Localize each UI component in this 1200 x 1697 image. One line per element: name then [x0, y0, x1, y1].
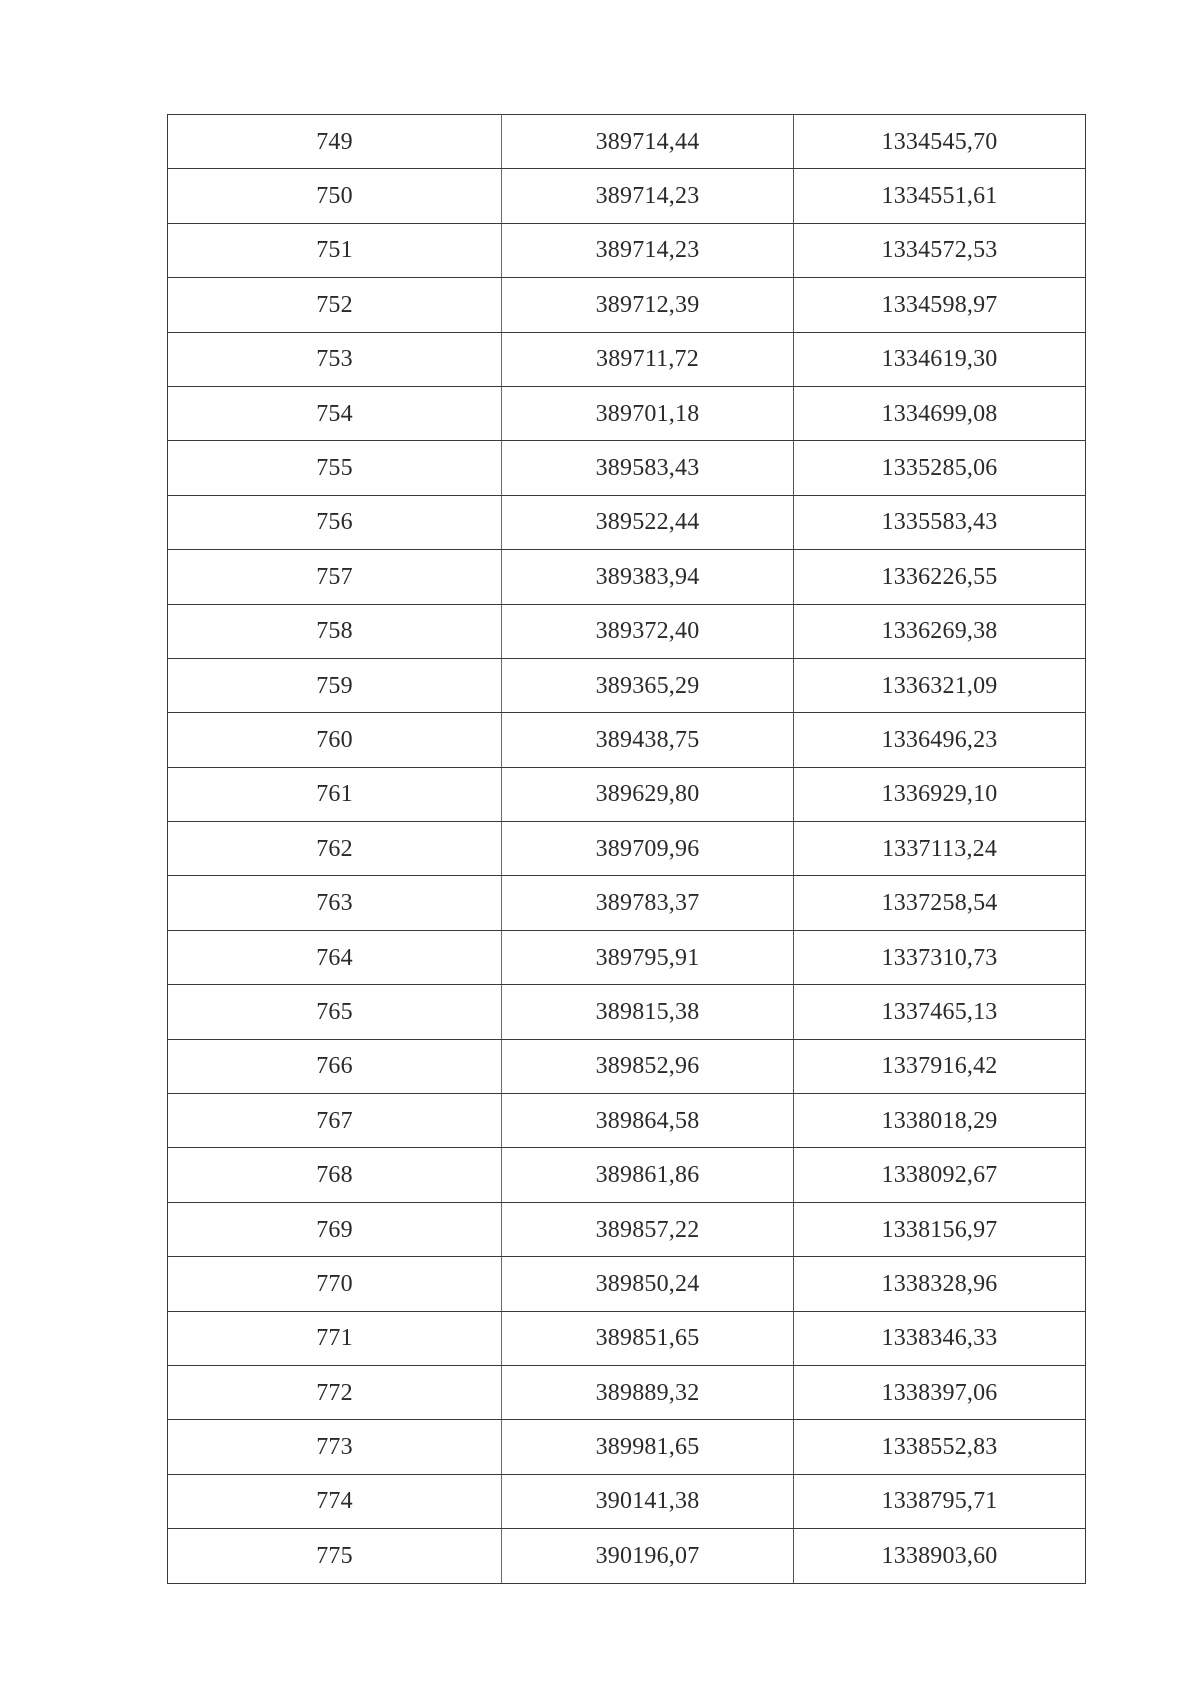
point-number-cell: 774 — [168, 1474, 502, 1528]
y-coordinate-cell: 1336929,10 — [794, 767, 1086, 821]
table-row — [168, 1039, 1086, 1093]
point-number-cell: 752 — [168, 278, 502, 332]
y-coordinate-cell: 1334619,30 — [794, 332, 1086, 386]
point-number-cell: 767 — [168, 1094, 502, 1148]
x-coordinate-cell: 389851,65 — [502, 1311, 794, 1365]
point-number-cell: 765 — [168, 985, 502, 1039]
point-number-cell: 764 — [168, 930, 502, 984]
table-row — [168, 930, 1086, 984]
table-row — [168, 386, 1086, 440]
point-number-cell: 772 — [168, 1365, 502, 1419]
point-number-cell: 754 — [168, 386, 502, 440]
table-row — [168, 1529, 1086, 1583]
x-coordinate-cell: 389365,29 — [502, 658, 794, 712]
table-row — [168, 550, 1086, 604]
point-number-cell: 758 — [168, 604, 502, 658]
point-number-cell: 753 — [168, 332, 502, 386]
x-coordinate-cell: 389438,75 — [502, 713, 794, 767]
x-coordinate-cell: 389701,18 — [502, 386, 794, 440]
table-row — [168, 278, 1086, 332]
table-row — [168, 1257, 1086, 1311]
table-row — [168, 169, 1086, 223]
y-coordinate-cell: 1334699,08 — [794, 386, 1086, 440]
table-row — [168, 1148, 1086, 1202]
y-coordinate-cell: 1336496,23 — [794, 713, 1086, 767]
y-coordinate-cell: 1334598,97 — [794, 278, 1086, 332]
y-coordinate-cell: 1334551,61 — [794, 169, 1086, 223]
table-row — [168, 1202, 1086, 1256]
table-row — [168, 822, 1086, 876]
point-number-cell: 757 — [168, 550, 502, 604]
table-row — [168, 876, 1086, 930]
point-number-cell: 761 — [168, 767, 502, 821]
y-coordinate-cell: 1337465,13 — [794, 985, 1086, 1039]
y-coordinate-cell: 1338397,06 — [794, 1365, 1086, 1419]
x-coordinate-cell: 389850,24 — [502, 1257, 794, 1311]
point-number-cell: 750 — [168, 169, 502, 223]
y-coordinate-cell: 1334572,53 — [794, 223, 1086, 277]
x-coordinate-cell: 389889,32 — [502, 1365, 794, 1419]
x-coordinate-cell: 389522,44 — [502, 495, 794, 549]
x-coordinate-cell: 389864,58 — [502, 1094, 794, 1148]
y-coordinate-cell: 1338018,29 — [794, 1094, 1086, 1148]
table-row — [168, 1094, 1086, 1148]
x-coordinate-cell: 389714,23 — [502, 223, 794, 277]
table-row — [168, 1365, 1086, 1419]
point-number-cell: 759 — [168, 658, 502, 712]
point-number-cell: 756 — [168, 495, 502, 549]
y-coordinate-cell: 1338092,67 — [794, 1148, 1086, 1202]
y-coordinate-cell: 1337258,54 — [794, 876, 1086, 930]
y-coordinate-cell: 1338552,83 — [794, 1420, 1086, 1474]
y-coordinate-cell: 1338795,71 — [794, 1474, 1086, 1528]
x-coordinate-cell: 389714,23 — [502, 169, 794, 223]
x-coordinate-cell: 389714,44 — [502, 115, 794, 169]
table-row — [168, 1474, 1086, 1528]
x-coordinate-cell: 390141,38 — [502, 1474, 794, 1528]
y-coordinate-cell: 1334545,70 — [794, 115, 1086, 169]
y-coordinate-cell: 1338346,33 — [794, 1311, 1086, 1365]
y-coordinate-cell: 1337916,42 — [794, 1039, 1086, 1093]
x-coordinate-cell: 389861,86 — [502, 1148, 794, 1202]
point-number-cell: 751 — [168, 223, 502, 277]
point-number-cell: 769 — [168, 1202, 502, 1256]
point-number-cell: 762 — [168, 822, 502, 876]
table-row — [168, 713, 1086, 767]
point-number-cell: 760 — [168, 713, 502, 767]
x-coordinate-cell: 389372,40 — [502, 604, 794, 658]
y-coordinate-cell: 1338903,60 — [794, 1529, 1086, 1583]
table-row — [168, 495, 1086, 549]
x-coordinate-cell: 389783,37 — [502, 876, 794, 930]
point-number-cell: 749 — [168, 115, 502, 169]
x-coordinate-cell: 389981,65 — [502, 1420, 794, 1474]
coordinates-table-body — [168, 115, 1086, 1584]
table-row — [168, 985, 1086, 1039]
point-number-cell: 768 — [168, 1148, 502, 1202]
x-coordinate-cell: 389583,43 — [502, 441, 794, 495]
point-number-cell: 771 — [168, 1311, 502, 1365]
y-coordinate-cell: 1335583,43 — [794, 495, 1086, 549]
x-coordinate-cell: 389629,80 — [502, 767, 794, 821]
x-coordinate-cell: 389711,72 — [502, 332, 794, 386]
point-number-cell: 763 — [168, 876, 502, 930]
x-coordinate-cell: 389815,38 — [502, 985, 794, 1039]
coordinates-table — [167, 114, 1086, 1584]
x-coordinate-cell: 390196,07 — [502, 1529, 794, 1583]
point-number-cell: 755 — [168, 441, 502, 495]
y-coordinate-cell: 1338156,97 — [794, 1202, 1086, 1256]
table-row — [168, 223, 1086, 277]
x-coordinate-cell: 389857,22 — [502, 1202, 794, 1256]
table-row — [168, 658, 1086, 712]
point-number-cell: 766 — [168, 1039, 502, 1093]
table-row — [168, 604, 1086, 658]
y-coordinate-cell: 1336321,09 — [794, 658, 1086, 712]
x-coordinate-cell: 389709,96 — [502, 822, 794, 876]
table-row — [168, 1420, 1086, 1474]
point-number-cell: 770 — [168, 1257, 502, 1311]
table-row — [168, 767, 1086, 821]
y-coordinate-cell: 1336226,55 — [794, 550, 1086, 604]
y-coordinate-cell: 1337310,73 — [794, 930, 1086, 984]
point-number-cell: 775 — [168, 1529, 502, 1583]
x-coordinate-cell: 389712,39 — [502, 278, 794, 332]
x-coordinate-cell: 389852,96 — [502, 1039, 794, 1093]
table-row — [168, 1311, 1086, 1365]
y-coordinate-cell: 1338328,96 — [794, 1257, 1086, 1311]
table-row — [168, 332, 1086, 386]
y-coordinate-cell: 1335285,06 — [794, 441, 1086, 495]
x-coordinate-cell: 389383,94 — [502, 550, 794, 604]
point-number-cell: 773 — [168, 1420, 502, 1474]
x-coordinate-cell: 389795,91 — [502, 930, 794, 984]
y-coordinate-cell: 1336269,38 — [794, 604, 1086, 658]
y-coordinate-cell: 1337113,24 — [794, 822, 1086, 876]
table-row — [168, 441, 1086, 495]
table-row — [168, 115, 1086, 169]
